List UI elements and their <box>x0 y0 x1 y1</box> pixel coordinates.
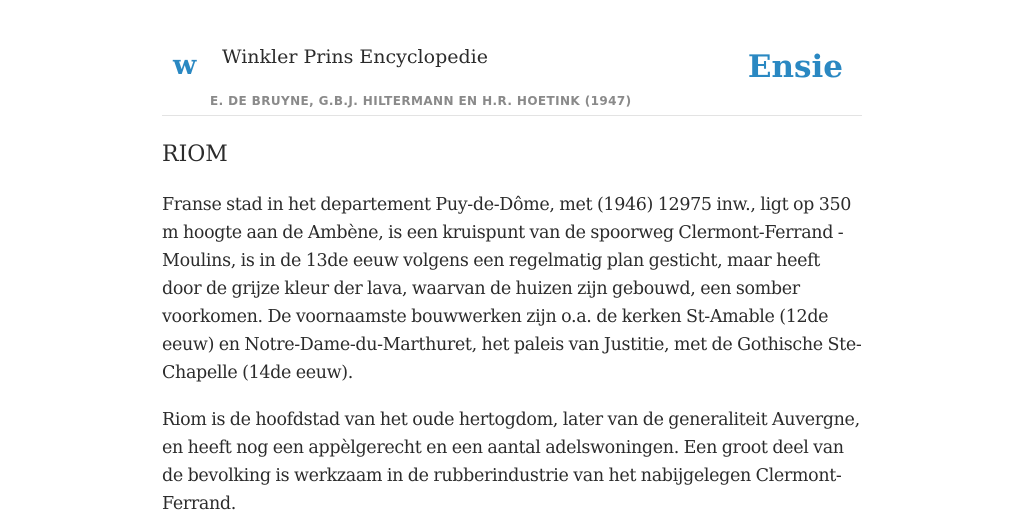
ensie-brand-logo[interactable]: Ensie <box>747 49 843 85</box>
article-paragraph: Riom is de hoofdstad van het oude hertogdom, later van de generaliteit Auvergne, en heeft nog een appèlgerecht en een aantal adelswoningen. Een groot deel van de bevolking is werkzaam in de rubberindustrie van het nabijgelegen Clermont-Ferrand. <box>162 410 860 514</box>
article-paragraph: Franse stad in het departement Puy-de-Dôme, met (1946) 12975 inw., ligt op 350 m hoogte aan de Ambène, is een kruispunt van de spoorweg Clermont-Ferrand - Moulins, is in de 13de eeuw volgens een regelmatig plan gesticht, maar heeft door de grijze kleur der lava, waarvan de huizen zijn gebouwd, een somber voorkomen. De voornaamste bouwwerken zijn o.a. de kerken St-Amable (12de eeuw) en Notre-Dame-du-Marthuret, het paleis van Justitie, met de Gothische Ste-Chapelle (14de eeuw). <box>162 195 862 383</box>
encyclopedia-authors: E. DE BRUYNE, G.B.J. HILTERMANN EN H.R. HOETINK (1947) <box>210 94 632 108</box>
encyclopedia-logo[interactable]: w <box>173 50 197 81</box>
article-title: RIOM <box>162 142 228 167</box>
page-container <box>162 0 862 518</box>
encyclopedia-title[interactable]: Winkler Prins Encyclopedie <box>222 46 488 68</box>
encyclopedia-header <box>162 0 862 116</box>
